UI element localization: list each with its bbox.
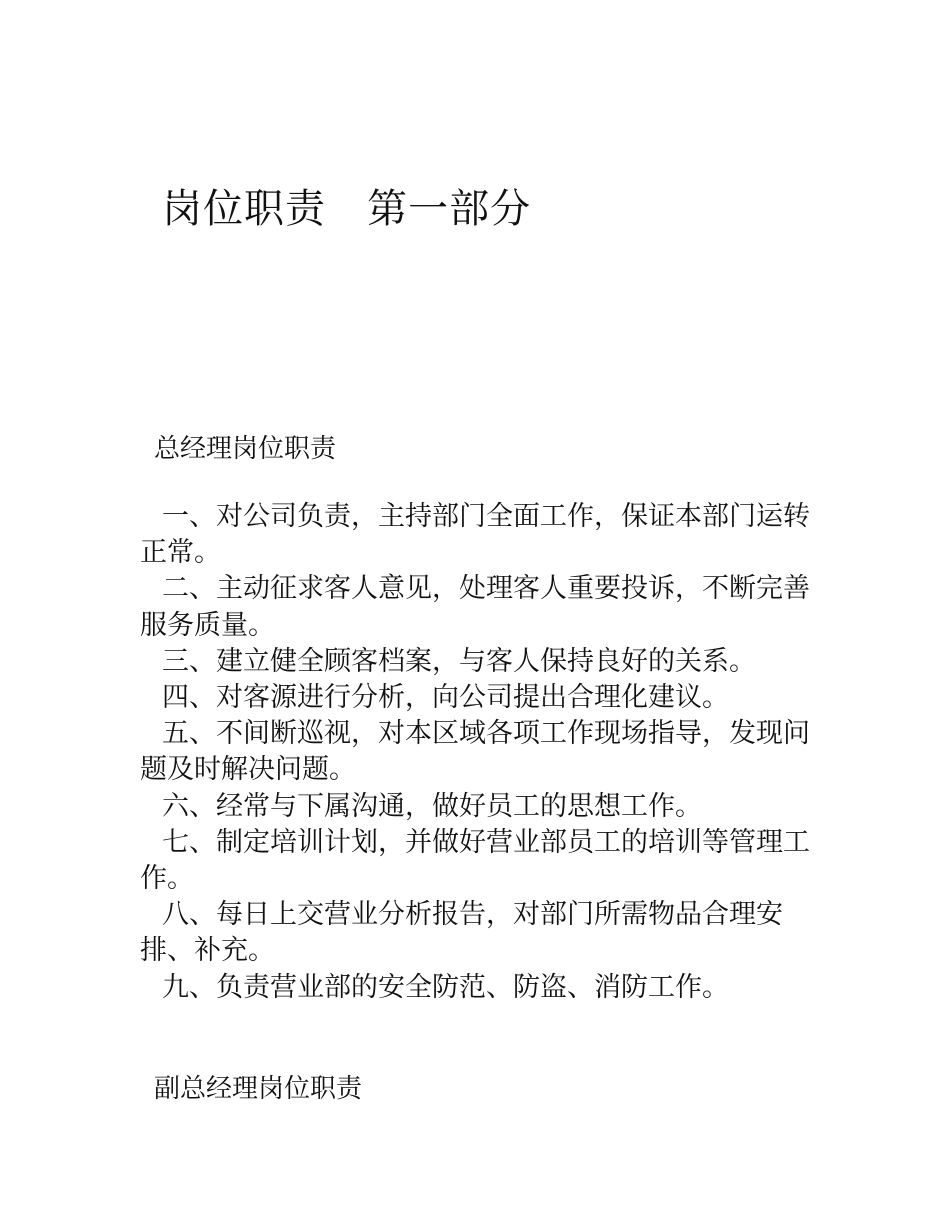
duty-item: 四、对客源进行分析，向公司提出合理化建议。 [162, 682, 729, 714]
duty-item: 六、经常与下属沟通，做好员工的思想工作。 [162, 790, 702, 822]
duty-item: 二、主动征求客人意见，处理客人重要投诉，不断完善服务质量。 [140, 573, 810, 641]
duty-item: 八、每日上交营业分析报告，对部门所需物品合理安排、补充。 [140, 899, 783, 967]
general-manager-duty-list [140, 499, 810, 1006]
duty-item: 九、负责营业部的安全防范、防盗、消防工作。 [162, 971, 729, 1003]
duty-item: 三、建立健全顾客档案，与客人保持良好的关系。 [162, 645, 756, 677]
duty-item: 五、不间断巡视，对本区域各项工作现场指导，发现问题及时解决问题。 [140, 718, 810, 786]
duty-item: 七、制定培训计划，并做好营业部员工的培训等管理工作。 [140, 826, 810, 895]
page-title: 岗位职责 第一部分 [162, 186, 532, 232]
section-heading-general-manager: 总经理岗位职责 [154, 434, 337, 464]
section-heading-deputy-general-manager: 副总经理岗位职责 [154, 1074, 363, 1104]
duty-item: 一、对公司负责，主持部门全面工作，保证本部门运转正常。 [140, 501, 810, 569]
